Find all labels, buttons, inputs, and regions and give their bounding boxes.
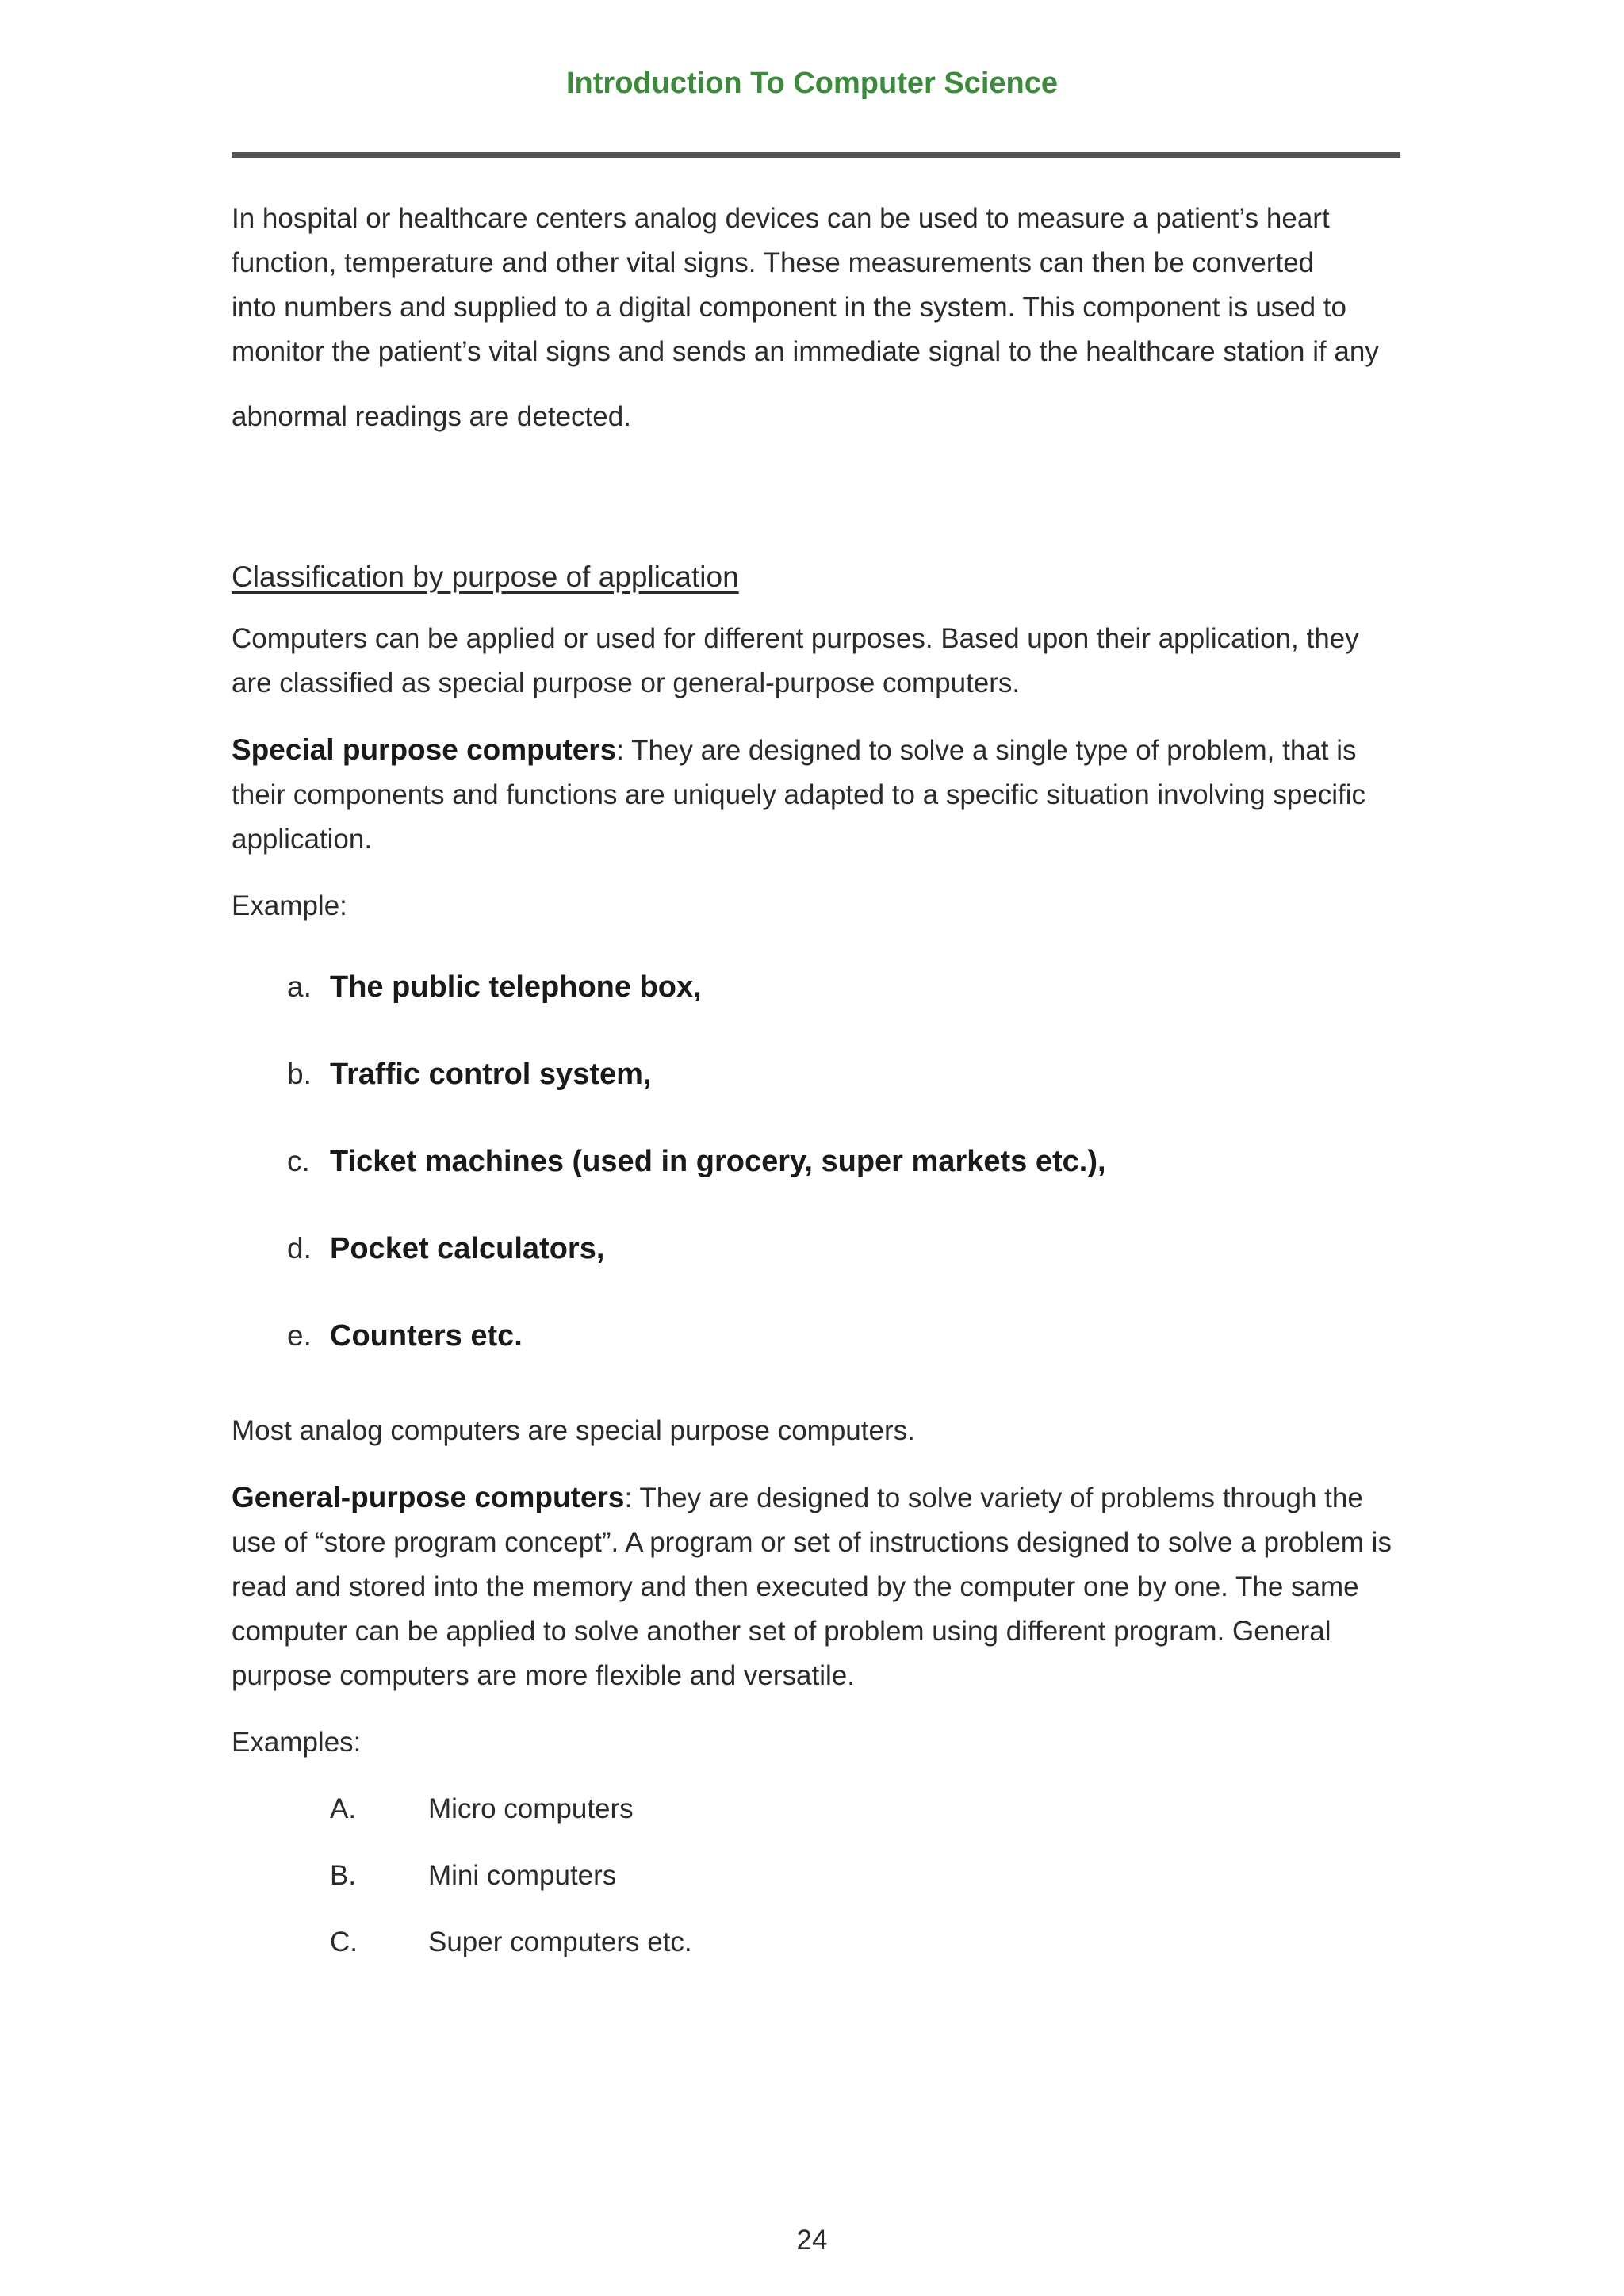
list-item: [287, 1139, 1400, 1226]
list-item-text: Counters etc.: [330, 1319, 523, 1353]
general-purpose-definition: : They are designed to solve variety of problems through the use of “store program concept”. A program or set of instructions designed to solve a problem is read and stored into the memory and then executed by the computer one by one. The same computer can be applied to solve another set of problem using different program. General purpose computers are more flexible and versatile.: [232, 1483, 1392, 1691]
special-purpose-term: Special purpose computers: [232, 733, 617, 766]
example-label: Example:: [232, 890, 347, 921]
list-item: [287, 1226, 1400, 1314]
list-item-text: The public telephone box,: [330, 970, 702, 1004]
intro-line: monitor the patient’s vital signs and sends an immediate signal to the healthcare station if any: [232, 336, 1379, 367]
list-item-text: Traffic control system,: [330, 1058, 652, 1091]
list-item-text: Mini computers: [428, 1860, 617, 1891]
list-item: [287, 1052, 1400, 1139]
list-item-text: Pocket calculators,: [330, 1232, 605, 1265]
page-number: 24: [796, 2225, 828, 2256]
running-header-title: Introduction To Computer Science: [566, 67, 1058, 100]
intro-line: In hospital or healthcare centers analog devices can be used to measure a patient’s heart: [232, 203, 1330, 234]
list-item-text: Super computers etc.: [428, 1927, 692, 1957]
list-marker: C.: [330, 1927, 358, 1957]
intro-paragraph: [232, 197, 1400, 439]
list-marker: a.: [287, 970, 312, 1003]
list-marker: B.: [330, 1860, 357, 1891]
special-purpose-note: Most analog computers are special purpose computers.: [232, 1415, 915, 1446]
intro-line: into numbers and supplied to a digital component in the system. This component is used to: [232, 292, 1346, 323]
section-overview: Computers can be applied or used for different purposes. Based upon their application, they are classified as special purpose or general-purpose computers.: [232, 623, 1359, 698]
general-purpose-term: General-purpose computers: [232, 1481, 625, 1513]
list-marker: b.: [287, 1058, 312, 1090]
special-examples-list: [232, 965, 1400, 1401]
list-item-text: Micro computers: [428, 1793, 634, 1824]
intro-line: function, temperature and other vital signs. These measurements can then be converted: [232, 247, 1315, 278]
general-examples-list: [232, 1787, 1400, 1987]
list-item: [287, 965, 1400, 1052]
section-heading: Classification by purpose of application: [232, 561, 739, 593]
header-divider: [232, 152, 1400, 158]
examples-label: Examples:: [232, 1727, 362, 1758]
list-marker: A.: [330, 1793, 357, 1824]
list-item: [287, 1314, 1400, 1401]
special-purpose-definition: : They are designed to solve a single type of problem, that is their components and functions are uniquely adapted to a specific situation involving specific application.: [232, 735, 1366, 855]
list-marker: c.: [287, 1145, 310, 1177]
intro-line: abnormal readings are detected.: [232, 401, 631, 432]
list-item: [330, 1920, 1400, 1987]
special-purpose-paragraph: [232, 728, 1400, 862]
page-content: [232, 197, 1400, 1987]
list-item: [330, 1854, 1400, 1920]
general-purpose-paragraph: [232, 1475, 1400, 1698]
list-marker: d.: [287, 1232, 312, 1265]
list-item: [330, 1787, 1400, 1854]
list-item-text: Ticket machines (used in grocery, super markets etc.),: [330, 1145, 1106, 1178]
list-marker: e.: [287, 1319, 312, 1352]
